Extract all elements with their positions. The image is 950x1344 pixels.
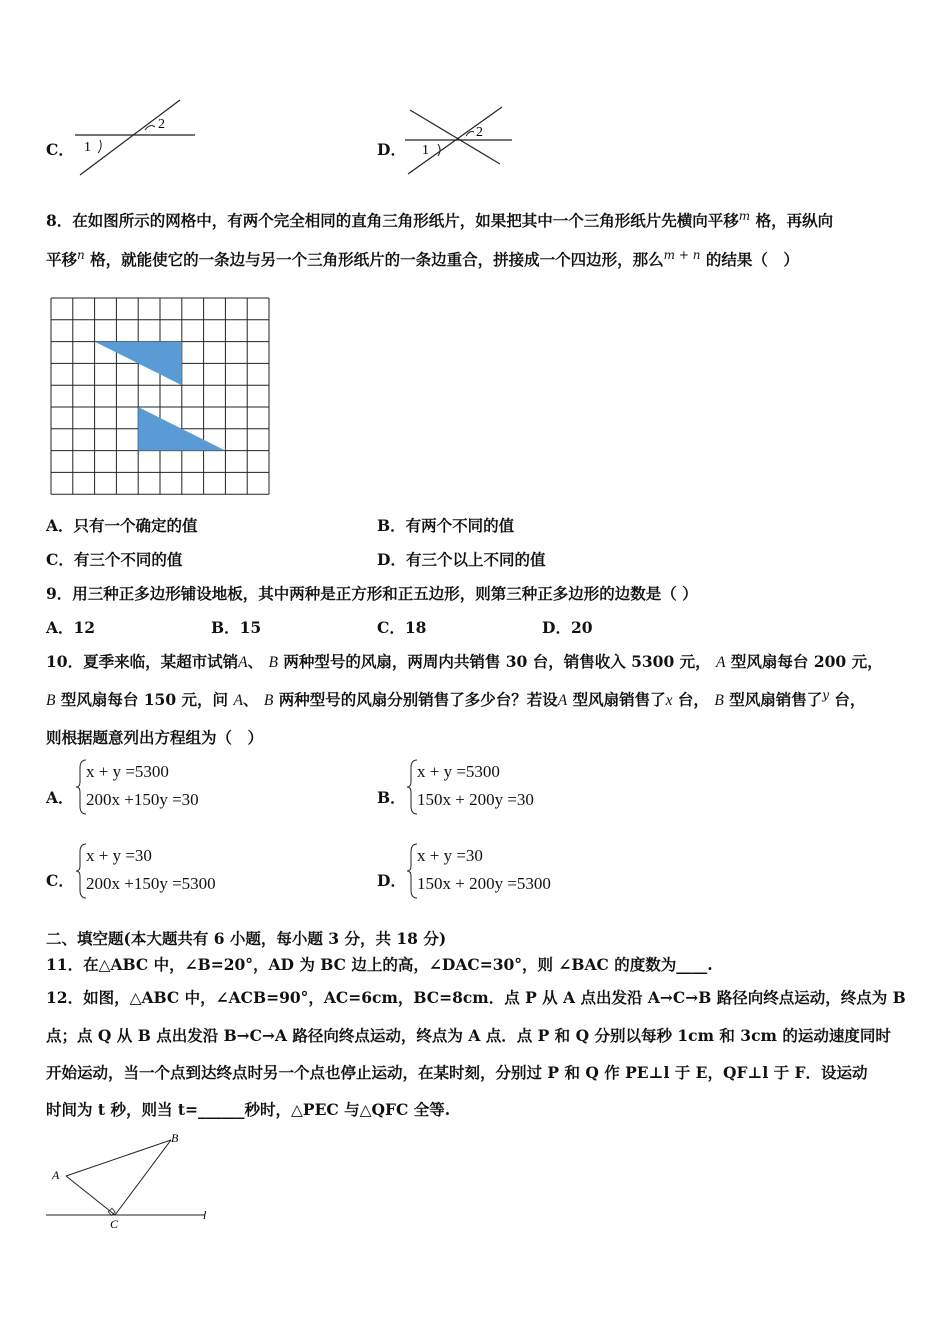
q8-option-d[interactable]: D．有三个以上不同的值 xyxy=(377,550,546,569)
q7-option-d-figure xyxy=(400,102,520,182)
q7-d-angle-2: 2 xyxy=(476,125,483,140)
q9-option-b[interactable]: B．15 xyxy=(211,618,262,637)
q8-option-a[interactable]: A．只有一个确定的值 xyxy=(46,516,198,535)
q8-stem-line2: 平移$^n$ 格，就能使它的一条边与另一个三角形纸片的一条边重合，拼接成一个四边形，那么$^{m + n}$ 的结果（ ） xyxy=(46,248,799,269)
q12-stem-line3: 开始运动，当一个点到达终点时另一个点也停止运动，在某时刻，分别过 P 和 Q 作 PE⊥l 于 E，QF⊥l 于 F．设运动 xyxy=(46,1063,868,1082)
q10-stem-line2: B 型风扇每台 150 元，问 A、 B 两种型号的风扇分别销售了多少台？若设A 型风扇销售了x 台， B 型风扇销售了$^y$ 台， xyxy=(46,688,866,709)
q12-label-a: A xyxy=(52,1168,60,1182)
q12-stem-line4: 时间为 t 秒，则当 t=______秒时，△PEC 与△QFC 全等. xyxy=(46,1100,451,1119)
q8-option-c[interactable]: C．有三个不同的值 xyxy=(46,550,183,569)
q8-stem-line1: 8．在如图所示的网格中，有两个完全相同的直角三角形纸片，如果把其中一个三角形纸片先横向平移$^m$ 格，再纵向 xyxy=(46,209,834,230)
q10-b-eq2: 150x + 200y =30 xyxy=(417,790,534,809)
q9-option-c[interactable]: C．18 xyxy=(377,618,427,637)
q7-d-angle-1: 1 xyxy=(422,143,429,158)
q8-grid-figure xyxy=(50,297,272,495)
q8-var-n: n xyxy=(77,248,85,262)
q9-option-d[interactable]: D．20 xyxy=(542,618,593,637)
q9-stem: 9．用三种正多边形铺设地板，其中两种是正方形和正五边形，则第三种正多边形的边数是（ ） xyxy=(46,584,698,603)
q10-option-b-equations[interactable] xyxy=(407,758,607,816)
q10-c-eq1: x + y =30 xyxy=(86,846,152,865)
q12-label-l: l xyxy=(203,1208,207,1222)
q12-label-b: B xyxy=(171,1131,179,1145)
q7-option-c-label: C． xyxy=(46,140,74,159)
q8-option-b[interactable]: B．有两个不同的值 xyxy=(377,516,515,535)
section-2-heading: 二、填空题(本大题共有 6 小题，每小题 3 分，共 18 分) xyxy=(46,929,447,948)
q10-stem-line3: 则根据题意列出方程组为（ ） xyxy=(46,728,264,747)
q10-b-eq1: x + y =5300 xyxy=(417,762,500,781)
q8-var-m: m xyxy=(738,209,751,223)
q7-c-angle-1: 1 xyxy=(84,140,91,155)
q10-a-eq1: x + y =5300 xyxy=(86,762,169,781)
q10-c-eq2: 200x +150y =5300 xyxy=(86,874,216,893)
q12-stem-line1: 12．如图，△ABC 中，∠ACB=90°，AC=6cm，BC=8cm．点 P 从 A 点出发沿 A→C→B 路径向终点运动，终点为 B xyxy=(46,988,906,1007)
q10-stem-line1: 10．夏季来临，某超市试销A、 B 两种型号的风扇，两周内共销售 30 台，销售收入 5300 元， A 型风扇每台 200 元， xyxy=(46,652,883,671)
q12-label-c: C xyxy=(110,1217,119,1231)
q11-stem: 11．在△ABC 中，∠B=20°，AD 为 BC 边上的高，∠DAC=30°，则 ∠BAC 的度数为____. xyxy=(46,955,713,974)
q10-option-d-label[interactable]: D． xyxy=(377,871,406,890)
q10-option-b-label[interactable]: B． xyxy=(377,788,406,807)
q8-grid-lines xyxy=(51,298,269,494)
q10-a-eq2: 200x +150y =30 xyxy=(86,790,199,809)
q10-option-a-label[interactable]: A． xyxy=(46,788,74,807)
q7-c-angle-2: 2 xyxy=(158,117,165,132)
q10-option-c-label[interactable]: C． xyxy=(46,871,74,890)
q7-option-c-figure xyxy=(70,95,205,180)
q10-option-d-equations[interactable] xyxy=(407,842,607,900)
q12-stem-line2: 点；点 Q 从 B 点出发沿 B→C→A 路径向终点运动，终点为 A 点．点 P 和 Q 分别以每秒 1cm 和 3cm 的运动速度同时 xyxy=(46,1026,891,1045)
q10-d-eq1: x + y =30 xyxy=(417,846,483,865)
q10-option-a-equations[interactable] xyxy=(76,758,276,816)
q12-triangle-figure xyxy=(40,1128,220,1233)
q10-d-eq2: 150x + 200y =5300 xyxy=(417,874,551,893)
q9-option-a[interactable]: A．12 xyxy=(46,618,96,637)
q10-option-c-equations[interactable] xyxy=(76,842,276,900)
q7-option-d-label: D． xyxy=(377,140,406,159)
q8-var-mn: m + n xyxy=(663,248,701,262)
